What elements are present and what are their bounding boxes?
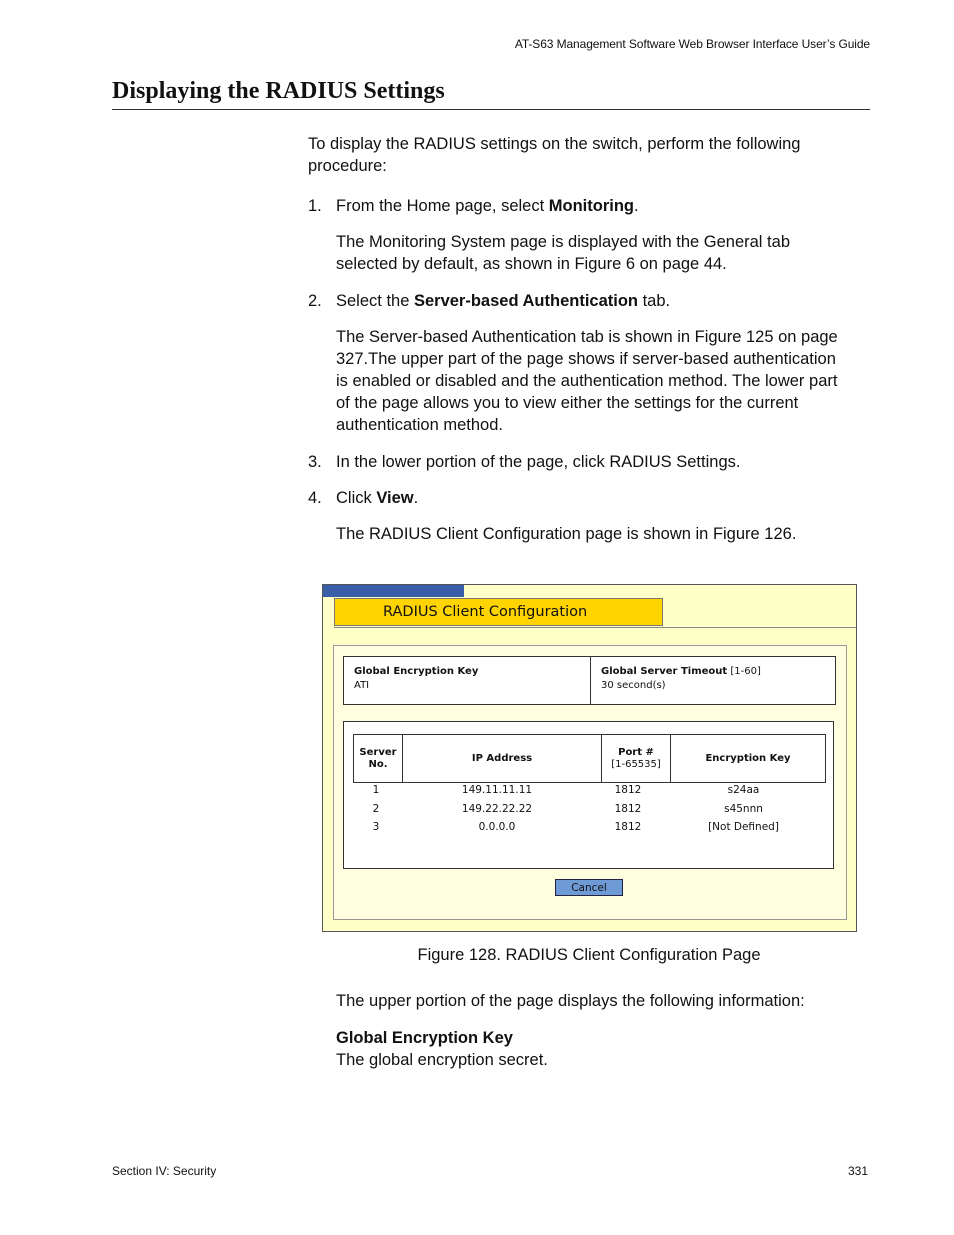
footer-page-number: 331 bbox=[847, 1164, 868, 1178]
step-4-post: . bbox=[413, 489, 419, 507]
col-encryption-key: Encryption Key bbox=[671, 735, 826, 783]
step-3-number: 3. bbox=[308, 453, 322, 471]
row-2-no: 2 bbox=[372, 803, 380, 815]
col-port-line1: Port # bbox=[618, 746, 654, 758]
tab-divider bbox=[334, 627, 856, 628]
row-1-key: s24aa bbox=[727, 784, 760, 796]
table-row bbox=[353, 784, 826, 802]
row-3-key: [Not Defined] bbox=[708, 821, 779, 833]
footer-section: Section IV: Security bbox=[112, 1164, 217, 1178]
step-1-note: The Monitoring System page is displayed with the General tab selected by default, as shown in Figure 6 on page 44. bbox=[336, 233, 790, 273]
timeout-label: Global Server Timeout bbox=[601, 666, 728, 677]
step-4-pre: Click bbox=[336, 489, 377, 507]
global-settings-box bbox=[343, 656, 836, 705]
step-1-text bbox=[336, 195, 851, 217]
step-4-note: The RADIUS Client Configuration page is shown in Figure 126. bbox=[336, 525, 797, 543]
row-2-port: 1812 bbox=[614, 803, 642, 815]
table-row bbox=[353, 803, 826, 821]
timeout-value: 30 second(s) bbox=[601, 680, 666, 691]
step-2-number: 2. bbox=[308, 292, 322, 310]
servers-table-header bbox=[353, 734, 826, 783]
cancel-button[interactable]: Cancel bbox=[555, 879, 623, 896]
step-1-pre: From the Home page, select bbox=[336, 197, 549, 215]
row-3-port: 1812 bbox=[614, 821, 642, 833]
step-1-bold: Monitoring bbox=[548, 197, 634, 215]
row-1-no: 1 bbox=[372, 784, 380, 796]
col-port bbox=[602, 735, 671, 783]
timeout-range: [1-60] bbox=[730, 666, 761, 677]
step-2-post: tab. bbox=[638, 292, 671, 310]
col-port-line2: [1-65535] bbox=[611, 758, 661, 770]
title-rule bbox=[112, 109, 870, 110]
col-server-no-line1: Server bbox=[359, 746, 397, 758]
global-key-label: Global Encryption Key bbox=[354, 666, 479, 677]
row-2-key: s45nnn bbox=[724, 803, 763, 815]
step-2-pre: Select the bbox=[336, 292, 414, 310]
after-figure-text: The upper portion of the page displays the following information: bbox=[336, 992, 805, 1010]
timeout-cell bbox=[590, 657, 835, 704]
step-4-number: 4. bbox=[308, 489, 322, 507]
step-4-bold: View bbox=[376, 489, 414, 507]
term-description: The global encryption secret. bbox=[336, 1051, 548, 1069]
row-1-port: 1812 bbox=[614, 784, 642, 796]
step-1-post: . bbox=[634, 197, 639, 215]
row-3-no: 3 bbox=[372, 821, 380, 833]
term-name: Global Encryption Key bbox=[336, 1029, 513, 1047]
row-3-ip: 0.0.0.0 bbox=[478, 821, 516, 833]
col-server-no-line2: No. bbox=[368, 758, 388, 770]
step-2-note: The Server-based Authentication tab is shown in Figure 125 on page 327.The upper part of the page shows if server-based authentication is enabled or disabled and the authentication method. The lower part of the page allows you to view either the settings for the current authentication method. bbox=[336, 328, 838, 434]
running-header: AT-S63 Management Software Web Browser Interface User’s Guide bbox=[514, 37, 870, 51]
intro-paragraph: To display the RADIUS settings on the switch, perform the following procedure: bbox=[308, 135, 801, 175]
table-row bbox=[353, 821, 826, 839]
global-key-cell bbox=[344, 657, 590, 704]
step-4-text bbox=[336, 487, 851, 509]
global-key-value: ATI bbox=[354, 680, 370, 691]
window-tab-strip bbox=[323, 585, 464, 597]
figure-caption: Figure 128. RADIUS Client Configuration Page bbox=[417, 946, 761, 964]
col-ip-address: IP Address bbox=[403, 735, 602, 783]
radius-config-screenshot bbox=[322, 584, 857, 932]
config-panel bbox=[333, 645, 847, 920]
step-2-bold: Server-based Authentication bbox=[413, 292, 638, 310]
step-2-text bbox=[336, 290, 851, 312]
radius-tab-title[interactable]: RADIUS Client Configuration bbox=[334, 598, 663, 626]
servers-box bbox=[343, 721, 834, 869]
row-1-ip: 149.11.11.11 bbox=[461, 784, 533, 796]
row-2-ip: 149.22.22.22 bbox=[461, 803, 533, 815]
step-3-text: In the lower portion of the page, click RADIUS Settings. bbox=[336, 453, 741, 471]
step-1-number: 1. bbox=[308, 197, 322, 215]
section-title: Displaying the RADIUS Settings bbox=[112, 78, 445, 104]
col-server-no bbox=[354, 735, 403, 783]
